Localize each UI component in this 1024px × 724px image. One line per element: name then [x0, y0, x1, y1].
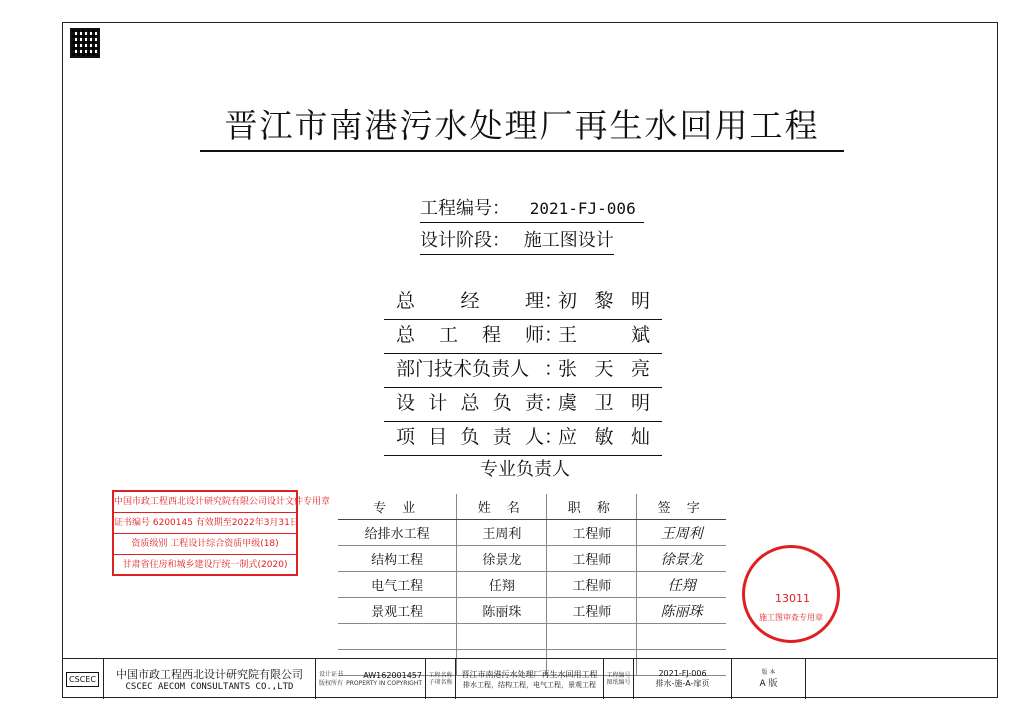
stamp-line: 证书编号 6200145 有效期至2022年3月31日 [114, 513, 296, 534]
design-seal-stamp [112, 490, 331, 576]
design-stage: 施工图设计 [523, 230, 614, 251]
signature-cell: 任翔 [637, 572, 726, 598]
design-stage-line [420, 228, 614, 255]
table-row [338, 520, 726, 546]
edition: A 版 [759, 679, 778, 689]
project-number: 2021-FJ-006 [529, 199, 636, 218]
design-stage-label: 设计阶段： [420, 230, 510, 251]
company-logo: CSCEC [62, 659, 104, 699]
personnel-role: 设 计 总 负 责 [396, 392, 544, 414]
personnel-list [384, 286, 662, 456]
specialty-table [338, 494, 726, 676]
qr-code [70, 28, 100, 58]
table-header: 专 业 [338, 494, 457, 520]
subproject: 排水工程，结构工程，电气工程，景观工程 [463, 680, 596, 689]
table-row [338, 624, 726, 650]
cert-cell: 设计证书 AW162001457 版权所有 PROPERTY IN COPYRIGHT [316, 659, 426, 699]
tb-project-number: 2021-FJ-006 [658, 669, 707, 678]
personnel-role: 总 工 程 师 [396, 324, 544, 346]
drawing-number: 排水-施-A-扉页 [655, 679, 710, 688]
table-cell: 王周利 [457, 520, 547, 546]
project-title: 晋江市南港污水处理厂再生水回用工程 [200, 104, 844, 152]
personnel-name: 应 敏 灿 [558, 426, 650, 448]
table-cell: 工程师 [547, 520, 637, 546]
signature-cell: 王周利 [637, 520, 726, 546]
project-number-label: 工程编号： [420, 198, 510, 219]
section-label: 专业负责人 [480, 459, 570, 480]
personnel-name: 张 天 亮 [558, 358, 650, 380]
company-names [104, 659, 316, 699]
company-en: CSCEC AECOM CONSULTANTS CO.,LTD [125, 682, 294, 692]
review-seal-stamp: 13011 施工图审查专用章 [742, 545, 840, 643]
table-cell: 结构工程 [338, 546, 457, 572]
signature-cell: 陈丽珠 [637, 598, 726, 624]
signature-cell [637, 624, 726, 650]
stamp-line: 资质级别 工程设计综合资质甲级(18) [114, 534, 296, 555]
personnel-name: 虞 卫 明 [558, 392, 650, 414]
personnel-row: 部门技术负责人 ： 张 天 亮 [384, 354, 662, 388]
table-cell: 任翔 [457, 572, 547, 598]
table-cell [338, 624, 457, 650]
table-cell [457, 624, 547, 650]
table-cell: 电气工程 [338, 572, 457, 598]
personnel-row: 总 经 理 ： 初 黎 明 [384, 286, 662, 320]
title-block: CSCEC 中国市政工程西北设计研究院有限公司 CSCEC AECOM CONSULTANTS CO.,LTD 设计证书 AW162001457 版权所有 PROPERTY IN COPYRIGHT 工程名称 子项名称 晋江市南港污水处理厂再生水回用工程 排水工程，结构工程，电气工程，景观工程 工程编号 图纸编号 2021-FJ-006 排水-施-A-扉页 版 本 A 版 [62, 658, 998, 699]
stamp-line: 中国市政工程西北设计研究院有限公司设计文件专用章 [114, 492, 296, 513]
personnel-role: 总 经 理 [396, 290, 544, 312]
stamp-line: 甘肃省住房和城乡建设厅统一制式(2020) [122, 560, 288, 570]
table-cell: 工程师 [547, 546, 637, 572]
table-header: 姓 名 [457, 494, 547, 520]
table-row [338, 572, 726, 598]
personnel-name: 王 斌 [558, 324, 650, 346]
company-cn: 中国市政工程西北设计研究院有限公司 [116, 668, 303, 681]
table-row [338, 546, 726, 572]
project-name: 晋江市南港污水处理厂再生水回用工程 [461, 669, 598, 679]
table-row [338, 598, 726, 624]
table-cell: 工程师 [547, 598, 637, 624]
table-cell: 陈丽珠 [457, 598, 547, 624]
personnel-role: 部门技术负责人 [396, 358, 530, 380]
personnel-row: 总 工 程 师 ： 王 斌 [384, 320, 662, 354]
table-header: 职 称 [547, 494, 637, 520]
table-cell: 徐景龙 [457, 546, 547, 572]
table-cell: 给排水工程 [338, 520, 457, 546]
personnel-row: 设 计 总 负 责 ： 虞 卫 明 [384, 388, 662, 422]
table-header: 签 字 [637, 494, 726, 520]
table-cell: 景观工程 [338, 598, 457, 624]
personnel-row: 项 目 负 责 人 ： 应 敏 灿 [384, 422, 662, 456]
personnel-name: 初 黎 明 [558, 290, 650, 312]
project-number-line [420, 196, 644, 223]
table-cell [547, 624, 637, 650]
signature-cell: 徐景龙 [637, 546, 726, 572]
table-cell: 工程师 [547, 572, 637, 598]
personnel-role: 项 目 负 责 人 [396, 426, 544, 448]
